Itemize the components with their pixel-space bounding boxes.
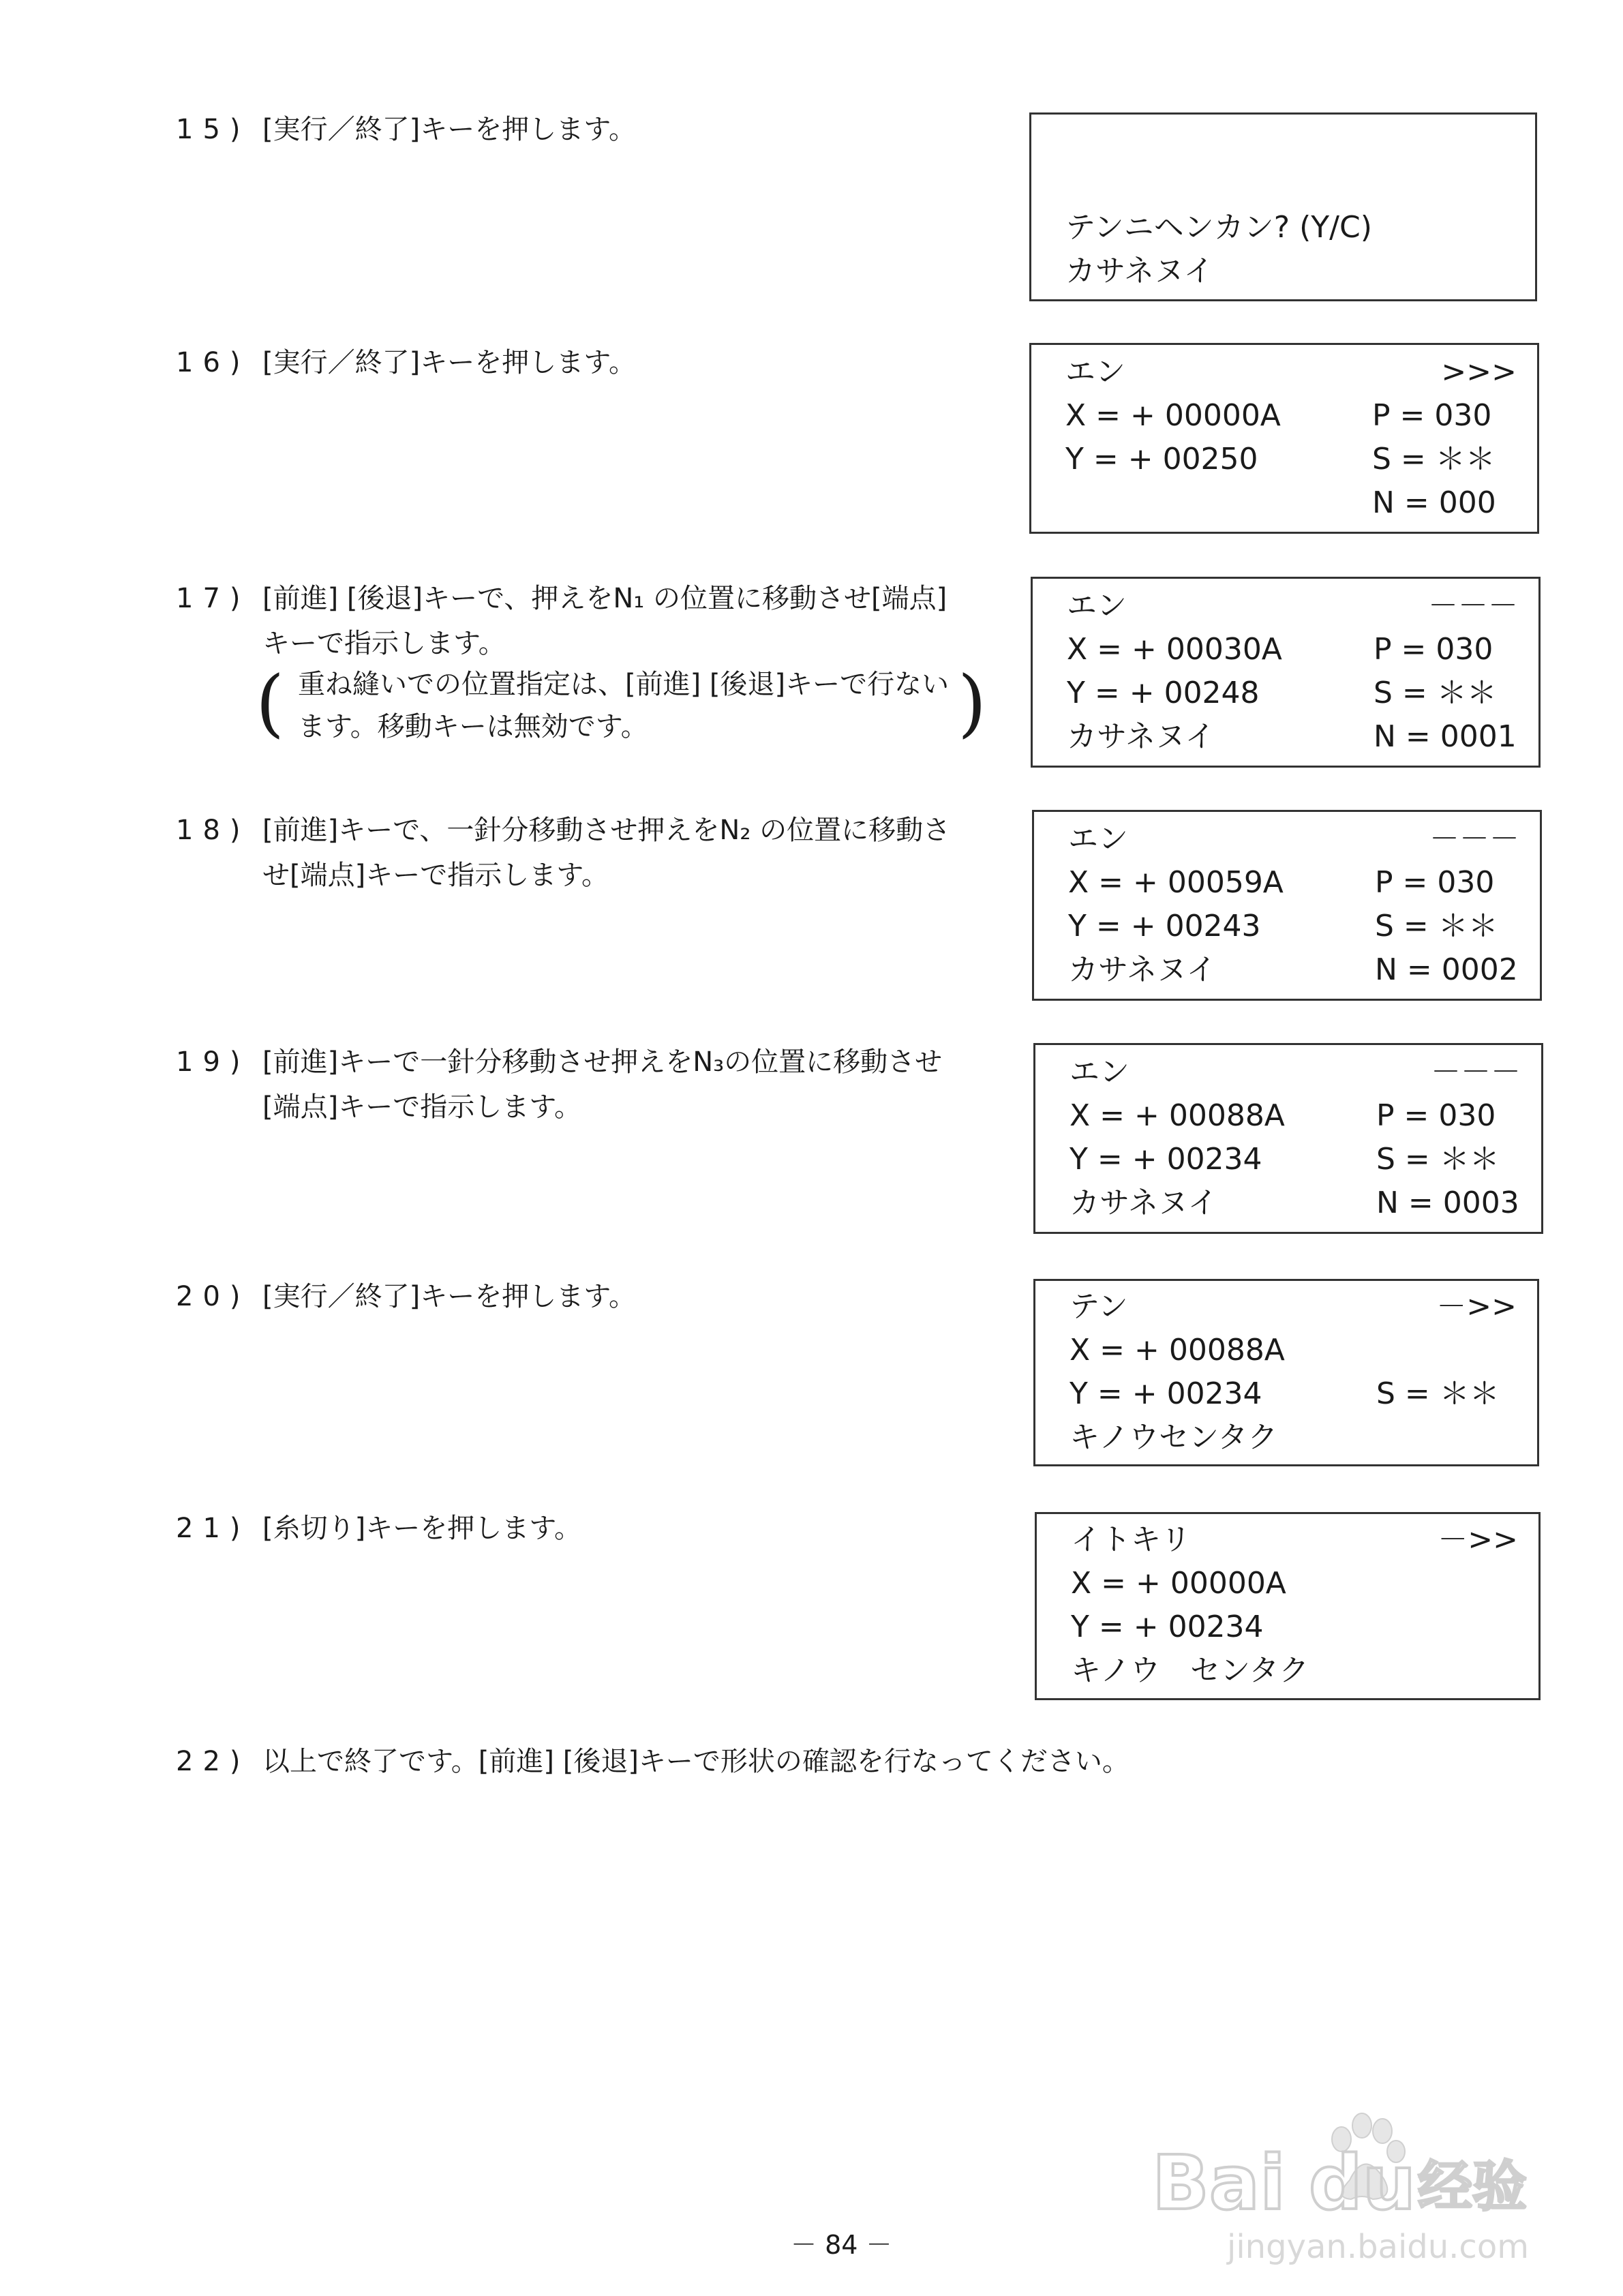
step-20-number: 20) [176,1281,250,1312]
step-22-number: 22) [176,1746,250,1777]
svg-text:jingyan.baidu.com: jingyan.baidu.com [1227,2228,1529,2266]
lcd-row [1070,1372,1517,1416]
lcd-row-value: N = 0002 [1375,952,1518,987]
lcd-row-value: S = ＊＊ [1375,909,1498,943]
lcd-row [1065,206,1515,250]
lcd-row [1065,394,1517,438]
lcd-row-text: X = + 00088A [1070,1098,1285,1133]
lcd-row-value: S = ＊＊ [1376,1142,1500,1177]
lcd-row-text: キノウセンタク [1070,1420,1278,1455]
step-17-number: 17) [176,583,250,614]
step-19-text-line1: [前進]キーで一針分移動させ押えをN₃の位置に移動させ [262,1046,943,1078]
step-18-text-line2: せ[端点]キーで指示します。 [262,860,609,891]
lcd-row-text: X = + 00059A [1068,865,1284,900]
lcd-display-step-16 [1029,343,1539,534]
lcd-row [1067,715,1518,759]
lcd-display-step-18 [1032,810,1542,1001]
lcd-row [1070,1138,1521,1181]
lcd-row-indicator: －－－ [1428,588,1518,623]
step-22-text: 以上で終了です。[前進] [後退]キーで形状の確認を行なってください。 [262,1746,1129,1777]
lcd-row-text: Y = + 00234 [1070,1376,1262,1411]
step-17-text-line2: キーで指示します。 [262,628,506,659]
lcd-row-text: X = + 00030A [1067,632,1282,667]
step-18-number: 18) [176,815,250,846]
step-17-note [256,660,992,762]
lcd-row [1070,1285,1517,1329]
lcd-row-text: エン [1067,588,1127,623]
lcd-row-text: カサネヌイ [1067,719,1215,754]
step-21-number: 21) [176,1513,250,1544]
lcd-row-value: P = 030 [1376,1098,1496,1133]
lcd-row [1070,1416,1517,1460]
step-16-text: [実行／終了]キーを押します。 [262,347,637,378]
lcd-row [1070,1181,1521,1225]
step-17-text-line1: [前進] [後退]キーで、押えをN₁ の位置に移動させ[端点] [262,583,947,614]
lcd-display-step-21 [1035,1512,1541,1700]
lcd-row-text: Y = + 00234 [1070,1142,1262,1177]
lcd-row [1065,481,1517,525]
lcd-row-text: エン [1068,821,1128,856]
note-line-2: ます。移動キーは無効です。 [298,711,648,742]
lcd-row-value: S = ＊＊ [1376,1376,1500,1411]
lcd-row-text: エン [1065,354,1125,389]
note-close-paren: ) [958,661,987,746]
step-18-text-line1: [前進]キーで、一針分移動させ押えをN₂ の位置に移動さ [262,815,951,846]
step-15-text: [実行／終了]キーを押します。 [262,114,637,145]
lcd-row-indicator: －>> [1436,1289,1517,1324]
lcd-row-text: X = + 00000A [1071,1566,1286,1601]
lcd-row [1065,250,1515,293]
lcd-row-text: X = + 00000A [1065,398,1281,433]
svg-text:Bai: Bai [1152,2139,1286,2226]
lcd-row-text: カサネヌイ [1068,952,1217,987]
lcd-row-value: S = ＊＊ [1372,442,1496,477]
lcd-row [1070,1094,1521,1138]
note-open-paren: ( [256,661,285,746]
lcd-row-text: Y = + 00243 [1068,909,1261,943]
page-number: － 84 － [791,2230,892,2260]
lcd-row-value: P = 030 [1375,865,1495,900]
lcd-row-value: N = 0001 [1374,719,1517,754]
lcd-row [1071,1562,1518,1605]
lcd-row-text: テンニヘンカン? (Y/C) [1065,210,1372,245]
svg-text:du: du [1309,2139,1416,2226]
lcd-row-value: S = ＊＊ [1374,676,1497,710]
lcd-row [1071,1518,1518,1562]
step-19-number: 19) [176,1046,250,1078]
lcd-row [1070,1051,1521,1094]
step-20-text: [実行／終了]キーを押します。 [262,1281,637,1312]
lcd-row-value: P = 030 [1374,632,1493,667]
step-19-text-line2: [端点]キーで指示します。 [262,1091,582,1123]
lcd-display-step-15 [1029,112,1537,301]
baidu-watermark-logo [1145,2059,1581,2277]
lcd-row [1068,948,1519,992]
lcd-display-step-19 [1033,1043,1543,1234]
lcd-row [1068,905,1519,948]
lcd-row [1071,1649,1518,1693]
lcd-row-text: Y = + 00248 [1067,676,1260,710]
lcd-display-step-20 [1033,1279,1539,1466]
lcd-row-value: N = 000 [1372,485,1496,520]
lcd-row-text: Y = + 00234 [1071,1610,1264,1644]
lcd-row [1068,861,1519,905]
lcd-row-text: キノウ センタク [1071,1653,1309,1688]
lcd-row [1070,1329,1517,1372]
lcd-row-text: X = + 00088A [1070,1333,1285,1368]
lcd-row-indicator: >>> [1441,354,1517,389]
lcd-row-indicator: －－－ [1431,1055,1521,1089]
lcd-row-text: Y = + 00250 [1065,442,1258,477]
lcd-row-value: N = 0003 [1376,1185,1519,1220]
lcd-display-step-17 [1031,577,1541,768]
lcd-row [1067,671,1518,715]
step-16-number: 16) [176,347,250,378]
lcd-row [1065,438,1517,481]
lcd-row-text: カサネヌイ [1065,254,1214,288]
lcd-row-indicator: －－－ [1429,821,1519,856]
lcd-row-text: イトキリ [1071,1522,1191,1557]
lcd-row [1068,817,1519,861]
lcd-row [1067,628,1518,671]
lcd-row-text: テン [1070,1289,1128,1324]
lcd-row-text: エン [1070,1055,1129,1089]
svg-text:经验: 经验 [1418,2155,1527,2218]
note-line-1: 重ね縫いでの位置指定は、[前進] [後退]キーで行ない [298,669,950,700]
lcd-row [1065,350,1517,394]
lcd-row-text: カサネヌイ [1070,1185,1218,1220]
lcd-row [1067,584,1518,628]
lcd-row-value: P = 030 [1372,398,1492,433]
step-21-text: [糸切り]キーを押します。 [262,1513,582,1544]
step-15-number: 15) [176,114,250,145]
lcd-row [1071,1605,1518,1649]
lcd-row-indicator: －>> [1438,1522,1518,1557]
